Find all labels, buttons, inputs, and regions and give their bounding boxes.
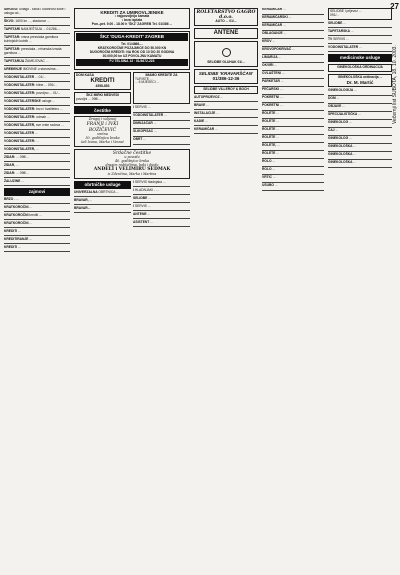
classified-ad: KRATKOROČNI krediti ... [4,212,42,217]
ad-title: SELIDBE VILLEROY & BOCH [203,86,249,91]
classified-ad: USUBO ... [262,183,278,187]
classified-ad: SELIDBE ... [328,20,346,25]
classified-ad: OVLAŠTENI ... [262,71,285,75]
classifieds-list-5b [328,89,392,168]
ad-ginekoloska-2 [328,74,392,87]
greeting-card-2 [74,149,190,179]
card-line: FRANJI i IVKI [86,122,119,128]
classified-ad: ZIDAR: ... 098/... [4,154,29,159]
classified-ad: KERAMIČARSKI ... [262,15,292,19]
classified-ad: DIMNJAČAR ... [133,121,157,126]
classified-ad: VRTIC ... [262,175,276,179]
column-1 [4,8,70,571]
ad-phone: 01/386-12-36 [212,76,240,82]
card-line: želi Ivana, Marko i Vesna! [80,139,125,144]
column-4 [262,8,324,571]
classified-ad: VODOINSTALATER: hitne ... 091/... [4,82,58,87]
ad-line: KREDITI [90,77,115,84]
classified-ad: LIMARIJA ... [262,55,282,59]
classified-ad: ROLO ... [262,167,276,171]
ad-title: ŠKZ MIRKI MEDVEDI [86,93,119,98]
ad-line: DUGOROČNI KREDITI: NA ROK OD 10 DO 20 GODINA [89,49,175,54]
classified-ad: OBLAGANJE ... [262,31,287,35]
divider [133,226,190,227]
divider [262,190,324,191]
classified-ad: VODOINSTALATER: povoljno ... 01/... [4,90,61,95]
section-obrtnicke-usluge: obrtničke usluge [74,181,131,189]
classifieds-list-2d [133,181,190,229]
card-line: BOŽIČEVIĆ [88,127,117,133]
classified-ad: KROV ... [262,39,276,43]
card-line: 40. godišnjice braka [115,158,149,163]
card-line: dragim roditeljima, baki i djedu [105,162,159,167]
classified-ad: ŠKVO: 1600 kn ..., stacionar ... [4,18,50,23]
classified-ad: KREDITI ... [4,228,21,233]
ad-kravarscan [194,69,258,83]
classified-ad: SIROGU: Šiltago - kiosk i udobnost sobe i usluga od... [4,8,66,15]
divider [133,202,190,203]
classified-ad: SLIKOPISAC ... [133,129,157,134]
classifieds-list-1b [4,198,70,253]
classified-ad: VODOINSTALATER ... [4,130,38,135]
classified-ad: TAPETAR: presvlaka - vrhunska izrada garnitura ... [4,46,62,55]
ad-selidbe-gluhak [194,41,258,67]
ad-title: SELIDBE GLUHAK 01/... [207,60,245,65]
page-number: 27 [390,2,399,11]
ad-title: ROLETARSTVO GAGRO d.o.o. [196,10,256,21]
section-zajmovi: zajmovi [4,188,70,196]
classified-ad: SPECIJALISTIČKA ... [328,112,361,117]
classified-ad: KREDITI ... [4,244,21,249]
ad-title: GINEKOLOŠKA ORDINACIJA [337,65,383,70]
divider [4,185,70,186]
ad-title: ANTENE [213,30,239,37]
classified-ad: SELIDBE ... [133,195,151,200]
ad-line: • brza isplata [121,18,143,23]
classified-ad: BRZO - ... [4,196,20,201]
card-line: sretnu [97,131,108,136]
card-line: Srdačne čestitke [112,150,152,156]
classified-ad: ROLETE, ... [262,143,280,147]
ad-line: 30.000,00 kn UZ POVOLJNU KAMATU [102,53,162,58]
classified-ad: BRAVAR, ... [74,197,93,202]
ad-title: DOM KASA [76,72,94,77]
classified-ad: KERAMIČAR ... [262,8,286,11]
classified-ad: PEČARSKI ... [262,87,283,91]
ad-duga-kredit [74,31,190,70]
classifieds-list-4 [262,8,324,191]
classified-ad: POKRETNI ... [262,103,283,107]
ad-selidbe-prijevoz [328,8,392,20]
classified-ad: ROLO ... [262,159,276,163]
card-line: u povodu [124,154,140,159]
card-line: 50. godišnjicu braka [85,135,120,140]
card-line: iz Zdenčina, Marka i Martina [107,171,157,176]
ad-line: TURISTE ... [135,76,153,81]
classified-ad: ZIDAR: ... 098/... [4,170,29,175]
classified-ad: GINEKOLOŠKA ... [328,152,357,157]
classified-ad: I SERVIS hladnjaka ... [133,179,166,184]
classified-ad: ŽALUZINE ... [4,178,24,183]
ad-line: PJ TELSINA 13 · 01/4672-223 [76,59,188,66]
classified-ad: TV SERVIS ... [328,36,349,41]
ad-title: SELIDBE 'KRAVARŠĆAN' [198,71,254,77]
classified-ad: ROLETE ... [262,127,280,131]
classified-ad: KRATKOROČNI ... [4,204,33,209]
section-medicinske-usluge: medicinske usluge [328,54,392,62]
ad-line: povoljni ... 098/... [76,97,101,102]
newspaper-side-header: Večernji list SUBOTA, 18. 10. 2003. [392,45,398,125]
classified-ad: OKVIRI ... [262,63,278,67]
section-cestitke: čestitke [74,106,131,114]
classified-ad: UREĐENJE IMOVINE u stanovima ... [4,66,60,71]
classified-ad: VODOINSTALATER: odmah ... [4,114,50,119]
ad-title: KREDITI ZA UMIROVLJENIKE [100,10,164,15]
ad-title: SELIDBE i prijevoz ... [330,9,362,13]
classified-ad: I SERVIS ... [133,105,151,110]
ad-line: Tel. 01/4866-... [120,42,144,47]
classifieds-list-5a [328,22,392,53]
classified-ad: ROLETE ... [262,135,280,139]
classified-ad: PARKETAR ... [262,79,284,83]
classified-ad: UNIVERZALNA OBRTNICA ... [74,189,119,194]
classified-ad: ASISTENT ... [133,219,153,224]
classified-ad: BRAVAR... [74,205,91,210]
classified-ad: BRAVE ... [194,102,209,107]
classified-ad: VODOINSTALATER, sve vrste radova ... [4,122,64,127]
classified-ad: ROLETE ... [262,111,280,115]
classified-ad: ZIDAR, ... [4,162,19,167]
classified-ad: VODOINSTALATER: brzo i kvalitetno ... [4,106,63,111]
classified-ad: TAPETAR: vrsna presvlaka garnitura kuhinjskih kutnih ... [4,34,59,43]
ad-line: ... 6 MJESECI ... [135,80,160,85]
classified-ad: POKRETNI ... [262,95,283,99]
ad-title: ŠKZ 'DUGA-KREDIT' ZAGREB [76,33,188,41]
column-2 [74,8,190,571]
classified-ad: GINEKOLOŠKA ... [328,144,357,149]
divider [133,144,190,145]
divider [194,133,258,134]
divider [133,186,190,187]
classifieds-list-3 [194,96,258,135]
classified-ad: VODOINSTALATER ... 01/... [4,74,47,79]
divider [4,251,70,252]
classified-ad: TAPETARIJA ŽAMEJOVAC ... [4,58,49,63]
classified-ad: VODOINSTALATER ... [328,44,362,49]
column-3 [194,8,258,571]
truck-icon [222,48,231,57]
classified-ad: OBJAVE ... [328,104,345,109]
classified-ad: TAPETARI NAMJEŠTAJA ... 01/286-... [4,26,61,31]
classified-ad: I HLADNJAKI - ... [133,187,159,192]
ad-line: Pon.-pet. 9.00 - 18.00 h 'ŠKZ' ZAGREB Tel. 01/386 ... [91,22,173,27]
ad-title: GINEKOLOŠKA ordinacija ... [337,74,383,79]
classified-ad: VODOINSTALATERSKE usluge ... [4,98,56,103]
classified-ad: KADIE ... [194,118,208,123]
ad-skz-mirki [74,92,131,104]
classified-ad: KREDITIRANJE ... [4,236,33,241]
ad-antene [194,28,258,39]
ad-dom-kasa [74,72,131,91]
classified-ad: VODOINSTALATER ... [133,113,167,118]
ad-gagro [194,8,258,26]
ad-title: IMAMO KREDITE ZA [145,72,178,77]
classified-ad: VODOINSTALATER, ... [4,146,39,151]
classifieds-list-2b [74,191,131,214]
classified-ad: OBRT ... [133,137,147,142]
classified-ad: KRATKOROČNI ... [4,220,33,225]
classified-ad: KROVOPOKRIVAČ ... [262,47,295,51]
divider [328,51,392,52]
classified-ad: ANTENE ... [133,211,151,216]
ad-line: Dr. M. Martić [346,79,374,85]
ad-imamo-kredite [133,72,190,105]
classifieds-list-1 [4,8,70,186]
card-line: Dragoj i voljenoj [88,117,117,122]
ad-ginekoloska-1 [328,64,392,72]
classified-ad: TAPETARSKA ... [328,28,354,33]
classified-ad: KERAMIČAR ... [194,126,218,131]
ad-line: • najpovoljnija kamata [114,14,150,19]
classified-ad: ROLETE ... [262,119,280,123]
ad-kreditiumirovljenike [74,8,190,29]
classified-ad: ROLETE ... [262,151,280,155]
classified-ad: ČAJ ... [328,128,339,133]
classified-ad: KERAMIČAR ... [262,23,286,27]
ad-line: 4558-853 [95,83,110,88]
classified-ad: DOM ... [328,96,340,101]
classified-ad: AUTOPRIJEVOZ ... [194,94,224,99]
classified-ad: VODOINSTALATER: ... [4,138,39,143]
classified-ad: GINEKOLOG ... [328,136,352,141]
ad-phone: 091/... [330,12,340,17]
greeting-card-1 [74,116,131,146]
divider [74,212,131,213]
card-line: ANĐELI i VELIMIRU SEDMAK [93,167,171,173]
classified-ad: GINEKOLOGIJA ... [328,88,357,93]
classifieds-list-2c [133,106,190,148]
classified-ad: I SERVIS ... [133,203,151,208]
classified-ad: GINEKOLOŠKA ... [328,160,357,165]
column-5 [328,8,392,571]
ad-villeroy [194,86,258,94]
ad-line: KRATKOROČNE POZAJMICE DO 50.000 KN [97,46,167,51]
divider [328,167,392,168]
ad-line: AUTO ... 01/... [215,19,237,24]
classified-ad: GINEKOLOG ... [328,120,352,125]
classified-ad: INSTALACIJE ... [194,110,220,115]
